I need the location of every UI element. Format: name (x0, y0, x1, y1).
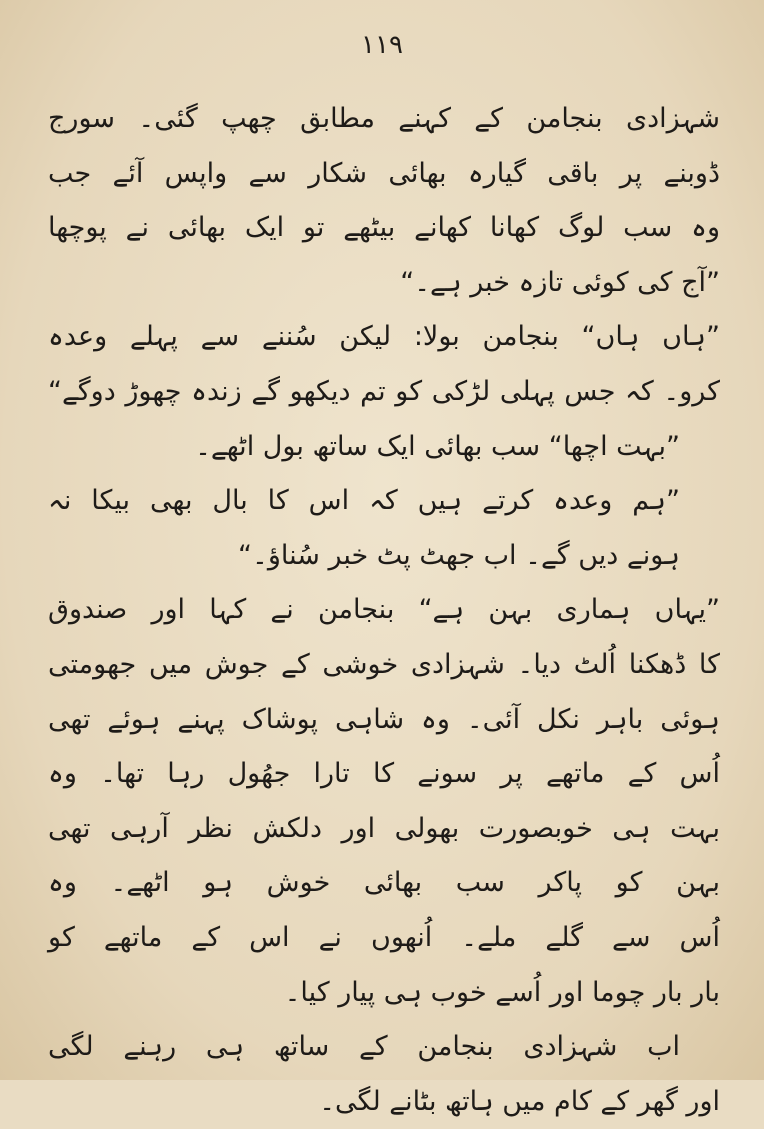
text-line: ”ہم وعدہ کرتے ہیں کہ اس کا بال بھی بیکا نہ (48, 485, 680, 517)
text-line: کرو۔ کہ جس پہلی لڑکی کو تم دیکھو گے زندہ چھوڑ دوگے“ (48, 375, 720, 407)
text-line: ”ہاں ہاں“ بنجامن بولا: لیکن سُننے سے پہلے وعدہ (48, 321, 720, 353)
text-line: بہن کو پاکر سب بھائی خوش ہو اٹھے۔ وہ (48, 867, 720, 899)
story-text (48, 92, 720, 1129)
text-line: اور گھر کے کام میں ہاتھ بٹانے لگی۔ (319, 1085, 720, 1117)
text-line: کا ڈھکنا اُلٹ دیا۔ شہزادی خوشی کے جوش میں جھومتی (48, 648, 720, 680)
text-line: اُس سے گلے ملے۔ اُنھوں نے اس کے ماتھے کو (48, 921, 720, 953)
text-line: ”آج کی کوئی تازہ خبر ہے۔“ (400, 266, 720, 298)
text-line: ہونے دیں گے۔ اب جھٹ پٹ خبر سُناؤ۔“ (238, 539, 680, 571)
text-line: شہزادی بنجامن کے کہنے مطابق چھپ گئی۔ سورج (48, 103, 720, 134)
text-line: ہوئی باہر نکل آئی۔ وہ شاہی پوشاک پہنے ہوئے تھی (48, 703, 720, 735)
text-line: اُس کے ماتھے پر سونے کا تارا جھُول رہا تھا۔ وہ (48, 758, 720, 790)
text-line: بہت ہی خوبصورت بھولی اور دلکش نظر آرہی تھی (48, 812, 720, 844)
text-line: بار بار چوما اور اُسے خوب ہی پیار کیا۔ (284, 976, 720, 1008)
text-line: وہ سب لوگ کھانا کھانے بیٹھے تو ایک بھائی نے پوچھا (48, 212, 720, 244)
text-line: ڈوبنے پر باقی گیارہ بھائی شکار سے واپس آئے جب (48, 157, 720, 189)
text-line: ”بہت اچھا“ سب بھائی ایک ساتھ بول اٹھے۔ (195, 430, 680, 462)
text-line: اب شہزادی بنجامن کے ساتھ ہی رہنے لگی (48, 1031, 680, 1063)
text-line: ”یہاں ہماری بہن ہے“ بنجامن نے کہا اور صندوق (48, 594, 720, 626)
page-number: ۱۱۹ (361, 30, 403, 60)
